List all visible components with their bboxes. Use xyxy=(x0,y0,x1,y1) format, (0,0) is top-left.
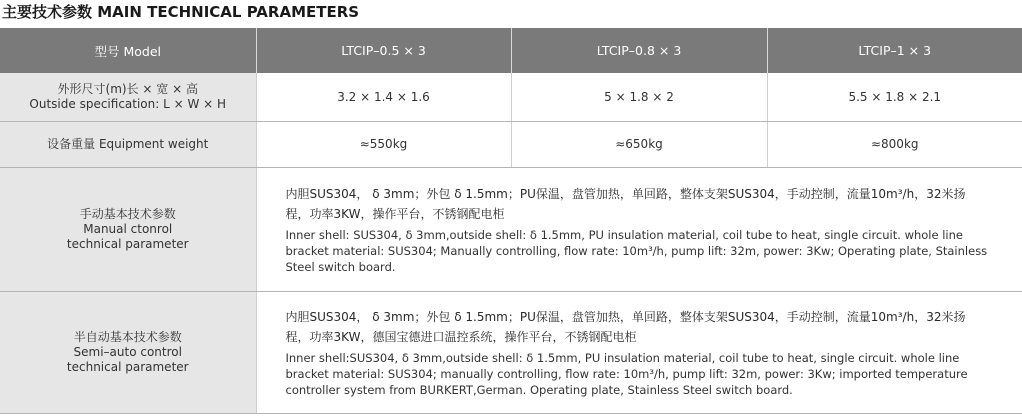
weight-value: ≈550kg xyxy=(256,121,511,167)
row-label-en: Semi–auto control technical parameter xyxy=(66,344,189,374)
manual-description xyxy=(256,167,1022,291)
row-label-cn: 手动基本技术参数 xyxy=(79,206,176,221)
size-value: 5.5 × 1.8 × 2.1 xyxy=(767,73,1022,121)
model-header: 型号 Model xyxy=(0,28,256,73)
row-label-size xyxy=(0,73,256,121)
row-label-cn: 外形尺寸(m)长 × 宽 × 高 xyxy=(57,81,198,96)
table-row-weight xyxy=(0,121,1022,167)
table-row-size xyxy=(0,73,1022,121)
table-row-manual xyxy=(0,167,1022,291)
semiauto-description-en: Inner shell:SUS304, δ 3mm,outside shell: δ 1.5mm, PU insulation material, coil tube to heat, single circuit. whole line bracket material: SUS304; manually controlling, flow rate: 10m³/h, pump lift: 32m, power: 3Kw; imported temperature controller system from BURKERT,German. Operating plate, Stainless Steel switch board. xyxy=(285,350,968,397)
row-label-weight: 设备重量 Equipment weight xyxy=(0,121,256,167)
section-title: 主要技术参数 MAIN TECHNICAL PARAMETERS xyxy=(2,3,360,21)
table-row-semiauto xyxy=(0,291,1022,413)
row-label-en: Manual ctonrol technical parameter xyxy=(66,221,189,251)
model-column-header: LTCIP–1 × 3 xyxy=(767,28,1022,73)
weight-value: ≈650kg xyxy=(511,121,767,167)
row-label-semiauto xyxy=(0,291,256,413)
parameters-table xyxy=(0,28,1022,414)
manual-description-en: Inner shell: SUS304, δ 3mm,outside shell: δ 1.5mm, PU insulation material, coil tube to heat, single circuit. whole line bracket material: SUS304; Manually controlling, flow rate: 10m³/h, pump lift: 32m, power: 3Kw; Operating plate, Stainless Steel switch board. xyxy=(285,227,988,274)
model-column-header: LTCIP–0.8 × 3 xyxy=(511,28,767,73)
table-header-row xyxy=(0,28,1022,73)
model-column-header: LTCIP–0.5 × 3 xyxy=(256,28,511,73)
weight-value: ≈800kg xyxy=(767,121,1022,167)
row-label-cn: 半自动基本技术参数 xyxy=(73,329,182,344)
row-label-en: Outside specification: L × W × H xyxy=(29,96,227,111)
size-value: 5 × 1.8 × 2 xyxy=(511,73,767,121)
manual-description-cn: 内胆SUS304， δ 3mm；外包 δ 1.5mm；PU保温，盘管加热，单回路，整体支架SUS304，手动控制，流量10m³/h，32米扬程，功率3KW，操作平台，不锈钢配电柜 xyxy=(285,186,966,221)
row-label-manual xyxy=(0,167,256,291)
semiauto-description-cn: 内胆SUS304， δ 3mm；外包 δ 1.5mm；PU保温，盘管加热，单回路，整体支架SUS304，手动控制，流量10m³/h，32米扬程，功率3KW，德国宝德进口温控系统，操作平台，不锈钢配电柜 xyxy=(285,309,966,344)
semiauto-description xyxy=(256,291,1022,413)
size-value: 3.2 × 1.4 × 1.6 xyxy=(256,73,511,121)
